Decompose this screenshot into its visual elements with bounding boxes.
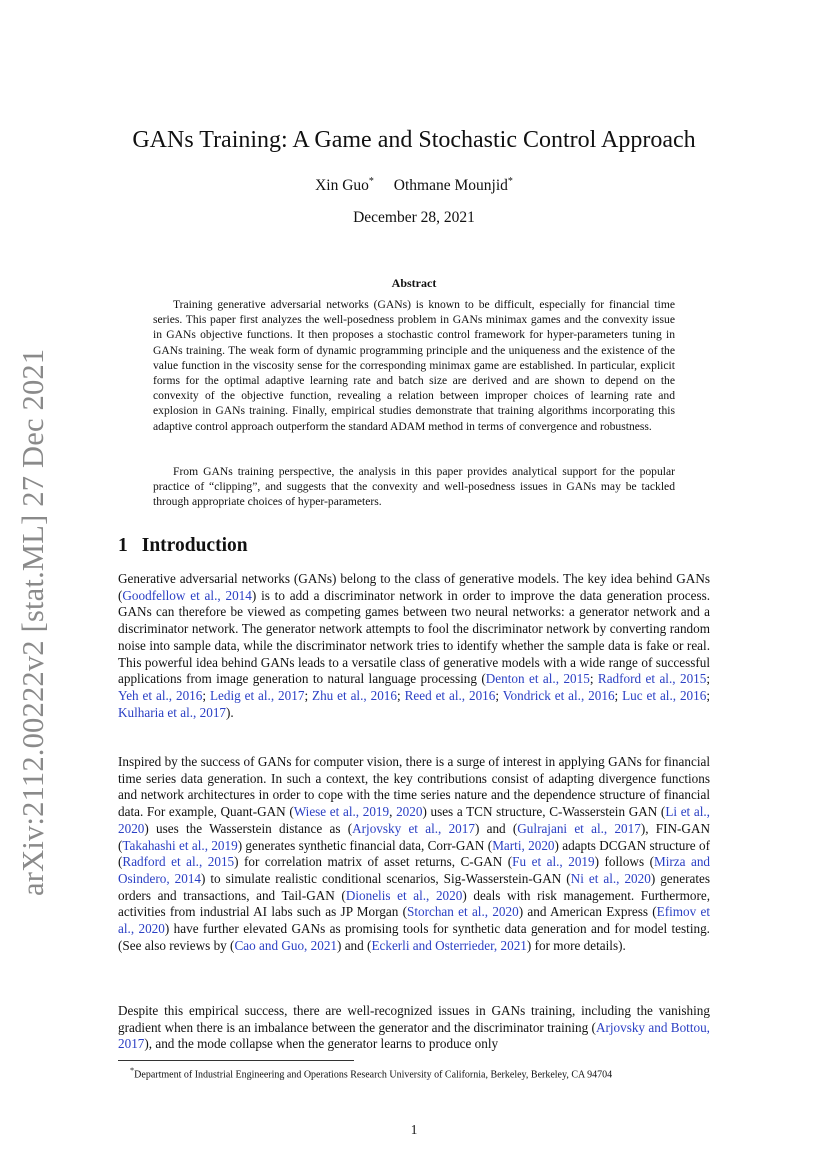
arxiv-stamp: arXiv:2112.00222v2 [stat.ML] 27 Dec 2021 <box>16 348 50 896</box>
citation-link[interactable]: Denton et al., 2015 <box>485 671 590 687</box>
paragraph-text: ) for correlation matrix of asset returns, C-GAN ( <box>234 854 513 870</box>
paragraph-text: ) is to add a discriminator network in order to improve the data generation process. GANs can therefore be viewed as competing games between two neural networks: a generator network and a discriminator network. The generator network attempts to fool the discriminator network by converting random noise into sample data, while the discriminator network tries to identify whether the sample data is fake or real. This powerful idea behind GANs leads to a versatile class of generative models with a wide range of successful applications from image generation to natural language processing ( <box>118 587 711 687</box>
paragraph-text: , <box>389 804 397 820</box>
citation-link[interactable]: Takahashi et al., 2019 <box>122 837 238 853</box>
citation-link[interactable]: Gulrajani et al., 2017 <box>517 820 641 836</box>
footnote-mark: * <box>130 1066 135 1075</box>
citation-link[interactable]: Vondrick et al., 2016 <box>502 687 615 703</box>
paragraph-text: ) and American Express ( <box>518 904 657 920</box>
paragraph-text: ) for more details). <box>526 937 626 953</box>
citation-link[interactable]: Marti, 2020 <box>492 837 555 853</box>
citation-link[interactable]: Fu et al., 2019 <box>512 854 595 870</box>
citation-link[interactable]: Eckerli and Osterrieder, 2021 <box>371 937 527 953</box>
paragraph-text: ; <box>396 687 405 703</box>
citation-link[interactable]: Wiese et al., 2019 <box>293 804 390 820</box>
abstract-paragraph-1: Training generative adversarial networks (GANs) is known to be difficult, especially for financial time series. This paper first analyzes the well-posedness problem in GANs minimax games and the convexity issue in GANs objective functions. It then proposes a stochastic control framework for hyper-parameters tuning in GANs training. The weak form of dynamic programming principle and the uniqueness and the existence of the value function in the viscosity sense for the corresponding minimax game are established. In particular, explicit forms for the optimal adaptive learning rate and batch size are derived and are shown to depend on the convexity of the objective function, revealing a relation between improper choices of learning rate and explosion in GANs training. Finally, empirical studies demonstrate that training algorithms incorporating this adaptive control approach outperform the standard ADAM method in terms of convergence and robustness. <box>153 298 675 433</box>
paragraph-text: ), and the mode collapse when the generator learns to produce only <box>144 1036 499 1052</box>
section-title: Introduction <box>141 535 248 556</box>
paragraph-text: ; <box>706 671 711 687</box>
paragraph-text: ) and ( <box>474 820 518 836</box>
abstract-paragraph-2: From GANs training perspective, the analysis in this paper provides analytical support for the popular practice of “clipping”, and suggests that the convexity and well-posedness issues in GANs may be tackled through appropriate choices of hyper-parameters. <box>153 465 675 509</box>
paragraph-text: ) follows ( <box>594 854 654 870</box>
paragraph-text: Inspired by the success of GANs for computer vision, there is a surge of interest in applying GANs for financial time series data generation. In such a context, the key contributions consist of adapting divergence functions and network architectures in order to cope with the time series nature and the dependence structure of financial data. For example, Quant-GAN ( <box>118 754 710 820</box>
paragraph-text: ) to simulate realistic conditional scenarios, Sig-Wasserstein-GAN ( <box>201 870 571 886</box>
section-number: 1 <box>118 535 128 556</box>
page-number: 1 <box>410 1122 418 1137</box>
citation-link[interactable]: Arjovsky et al., 2017 <box>352 820 475 836</box>
citation-link[interactable]: Yeh et al., 2016 <box>118 687 203 703</box>
citation-link[interactable]: Kulharia et al., 2017 <box>118 704 227 720</box>
citation-link[interactable]: 2020 <box>396 804 423 820</box>
author-name: Othmane Mounjid <box>393 177 508 195</box>
paper-date: December 28, 2021 <box>353 209 475 226</box>
paragraph-text: ) uses the Wasserstein distance as ( <box>144 820 353 836</box>
paragraph-text: ) deals with risk management. Furthermore, activities from industrial AI labs such as JP Morgan ( <box>118 887 710 920</box>
paragraph-text: ). <box>226 704 234 720</box>
author-footnote-mark: * <box>507 176 513 187</box>
paragraph-text: ) generates orders and transactions, and Tail-GAN ( <box>118 870 710 903</box>
citation-link[interactable]: Dionelis et al., 2020 <box>345 887 463 903</box>
citation-link[interactable]: Efimov et al., 2020 <box>118 904 710 937</box>
paragraph-text: ; <box>495 687 503 703</box>
section-heading <box>118 535 248 557</box>
paragraph-text: ) generates synthetic financial data, Corr-GAN ( <box>237 837 493 853</box>
paragraph-text: ; <box>614 687 623 703</box>
paragraph-text: ; <box>706 687 711 703</box>
citation-link[interactable]: Goodfellow et al., 2014 <box>122 587 252 603</box>
citation-link[interactable]: Zhu et al., 2016 <box>312 687 397 703</box>
author-1 <box>315 177 374 194</box>
citation-link[interactable]: Ledig et al., 2017 <box>209 687 305 703</box>
paragraph-text: ) and ( <box>337 937 372 953</box>
intro-paragraph-3 <box>118 1003 710 1053</box>
author-2 <box>394 177 513 194</box>
citation-link[interactable]: Radford et al., 2015 <box>597 671 707 687</box>
author-name: Xin Guo <box>315 177 369 195</box>
citation-link[interactable]: Li et al., 2020 <box>118 804 710 836</box>
paragraph-text: ) have further elevated GANs as promising tools for synthetic data generation and for model testing. (See also reviews by ( <box>118 921 710 953</box>
intro-paragraph-1 <box>118 571 710 721</box>
paragraph-text: ) adapts DCGAN structure of ( <box>118 837 710 870</box>
citation-link[interactable]: Storchan et al., 2020 <box>407 904 519 920</box>
paragraph-text: ), FIN-GAN ( <box>118 820 710 853</box>
paragraph-text: Despite this empirical success, there are well-recognized issues in GANs training, including the vanishing gradient when there is an imbalance between the generator and the discriminator training ( <box>118 1003 710 1035</box>
citation-link[interactable]: Arjovsky and Bottou, 2017 <box>118 1019 710 1052</box>
author-list <box>90 176 738 195</box>
intro-paragraph-2 <box>118 754 710 954</box>
footnote <box>118 1064 710 1082</box>
citation-link[interactable]: Radford et al., 2015 <box>122 854 235 870</box>
paragraph-text: ; <box>202 687 210 703</box>
abstract-heading: Abstract <box>391 276 437 290</box>
paragraph-text: ) uses a TCN structure, C-Wasserstein GAN ( <box>422 804 666 820</box>
citation-link[interactable]: Mirza and Osindero, 2014 <box>118 854 711 886</box>
citation-link[interactable]: Ni et al., 2020 <box>570 870 651 886</box>
paragraph-text: Generative adversarial networks (GANs) belong to the class of generative models. The key idea behind GANs ( <box>118 571 710 603</box>
citation-link[interactable]: Luc et al., 2016 <box>622 687 707 703</box>
author-footnote-mark: * <box>368 176 374 187</box>
footnote-rule <box>118 1060 354 1061</box>
footnote-text: Department of Industrial Engineering and Operations Research University of California, Berkeley, Berkeley, CA 94704 <box>134 1069 613 1081</box>
citation-link[interactable]: Cao and Guo, 2021 <box>234 937 338 953</box>
paragraph-text: ; <box>304 687 313 703</box>
citation-link[interactable]: Reed et al., 2016 <box>404 687 496 703</box>
paper-title: GANs Training: A Game and Stochastic Control Approach <box>132 127 696 153</box>
paragraph-text: ; <box>589 671 598 687</box>
